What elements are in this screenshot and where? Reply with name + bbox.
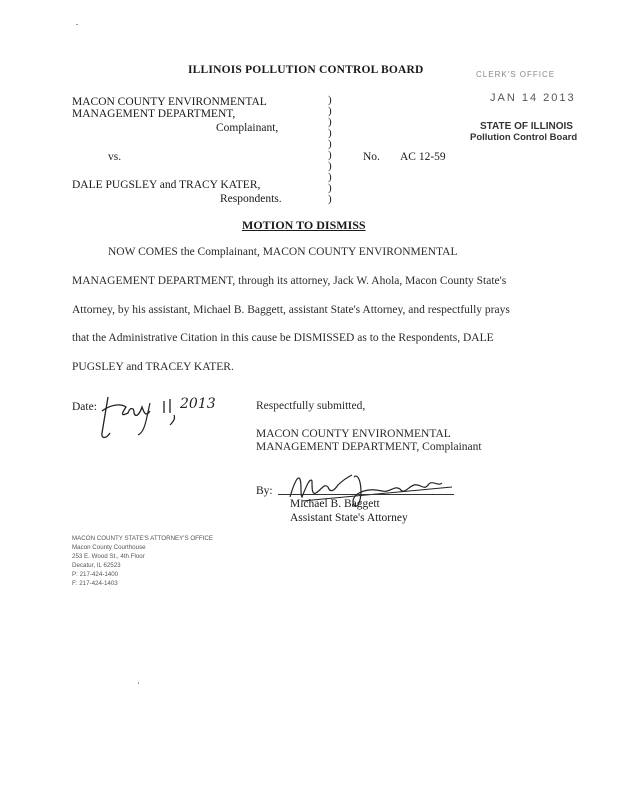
office-address-line-5: P: 217-424-1400 [72, 571, 119, 578]
body-line-2: MANAGEMENT DEPARTMENT, through its attorney, Jack W. Ahola, Macon County State's [72, 275, 507, 287]
board-title: ILLINOIS POLLUTION CONTROL BOARD [188, 64, 424, 76]
signature-org-line-2: MANAGEMENT DEPARTMENT, Complainant [256, 441, 482, 453]
case-number-value: AC 12-59 [400, 151, 446, 163]
body-line-4: that the Administrative Citation in this cause be DISMISSED as to the Respondents, DALE [72, 332, 494, 344]
handwritten-date [100, 383, 220, 443]
case-number-label: No. [363, 151, 380, 163]
received-stamp-state: STATE OF ILLINOIS [480, 121, 573, 132]
respondents-names: DALE PUGSLEY and TRACY KATER, [72, 179, 261, 191]
complainant-role: Complainant, [216, 122, 279, 134]
received-stamp-date: JAN 14 2013 [490, 92, 576, 104]
body-line-3: Attorney, by his assistant, Michael B. Baggett, assistant State's Attorney, and respectfully prays [72, 304, 510, 316]
signer-name: Michael B. Baggett [290, 498, 380, 510]
office-address-line-6: F: 217-424-1403 [72, 580, 118, 587]
complainant-name-line-1: MACON COUNTY ENVIRONMENTAL [72, 96, 267, 108]
clerk-stamp-line-1: CLERK'S OFFICE [476, 70, 556, 79]
motion-title: MOTION TO DISMISS [242, 218, 366, 232]
body-line-5: PUGSLEY and TRACEY KATER. [72, 361, 234, 373]
signature-org-line-1: MACON COUNTY ENVIRONMENTAL [256, 428, 451, 440]
versus-label: vs. [108, 151, 122, 163]
scan-speck [138, 682, 139, 684]
office-address-line-1: MACON COUNTY STATE'S ATTORNEY'S OFFICE [72, 535, 214, 542]
caption-divider: ) ) ) ) ) ) ) ) ) ) [328, 94, 332, 205]
body-line-1: NOW COMES the Complainant, MACON COUNTY ENVIRONMENTAL [108, 246, 458, 258]
signature-line [278, 494, 454, 495]
office-address-line-2: Macon County Courthouse [72, 544, 146, 551]
received-stamp-board: Pollution Control Board [470, 132, 578, 143]
office-address-line-4: Decatur, IL 62523 [72, 562, 121, 569]
complainant-name-line-2: MANAGEMENT DEPARTMENT, [72, 108, 236, 120]
by-label: By: [256, 485, 273, 497]
respectfully-submitted: Respectfully submitted, [256, 400, 366, 412]
respondents-role: Respondents. [220, 193, 282, 205]
scan-speck [76, 24, 78, 25]
signer-title: Assistant State's Attorney [290, 512, 408, 524]
office-address-line-3: 253 E. Wood St., 4th Floor [72, 553, 145, 560]
date-label: Date: [72, 401, 97, 413]
handwritten-year: 2013 [180, 396, 216, 412]
